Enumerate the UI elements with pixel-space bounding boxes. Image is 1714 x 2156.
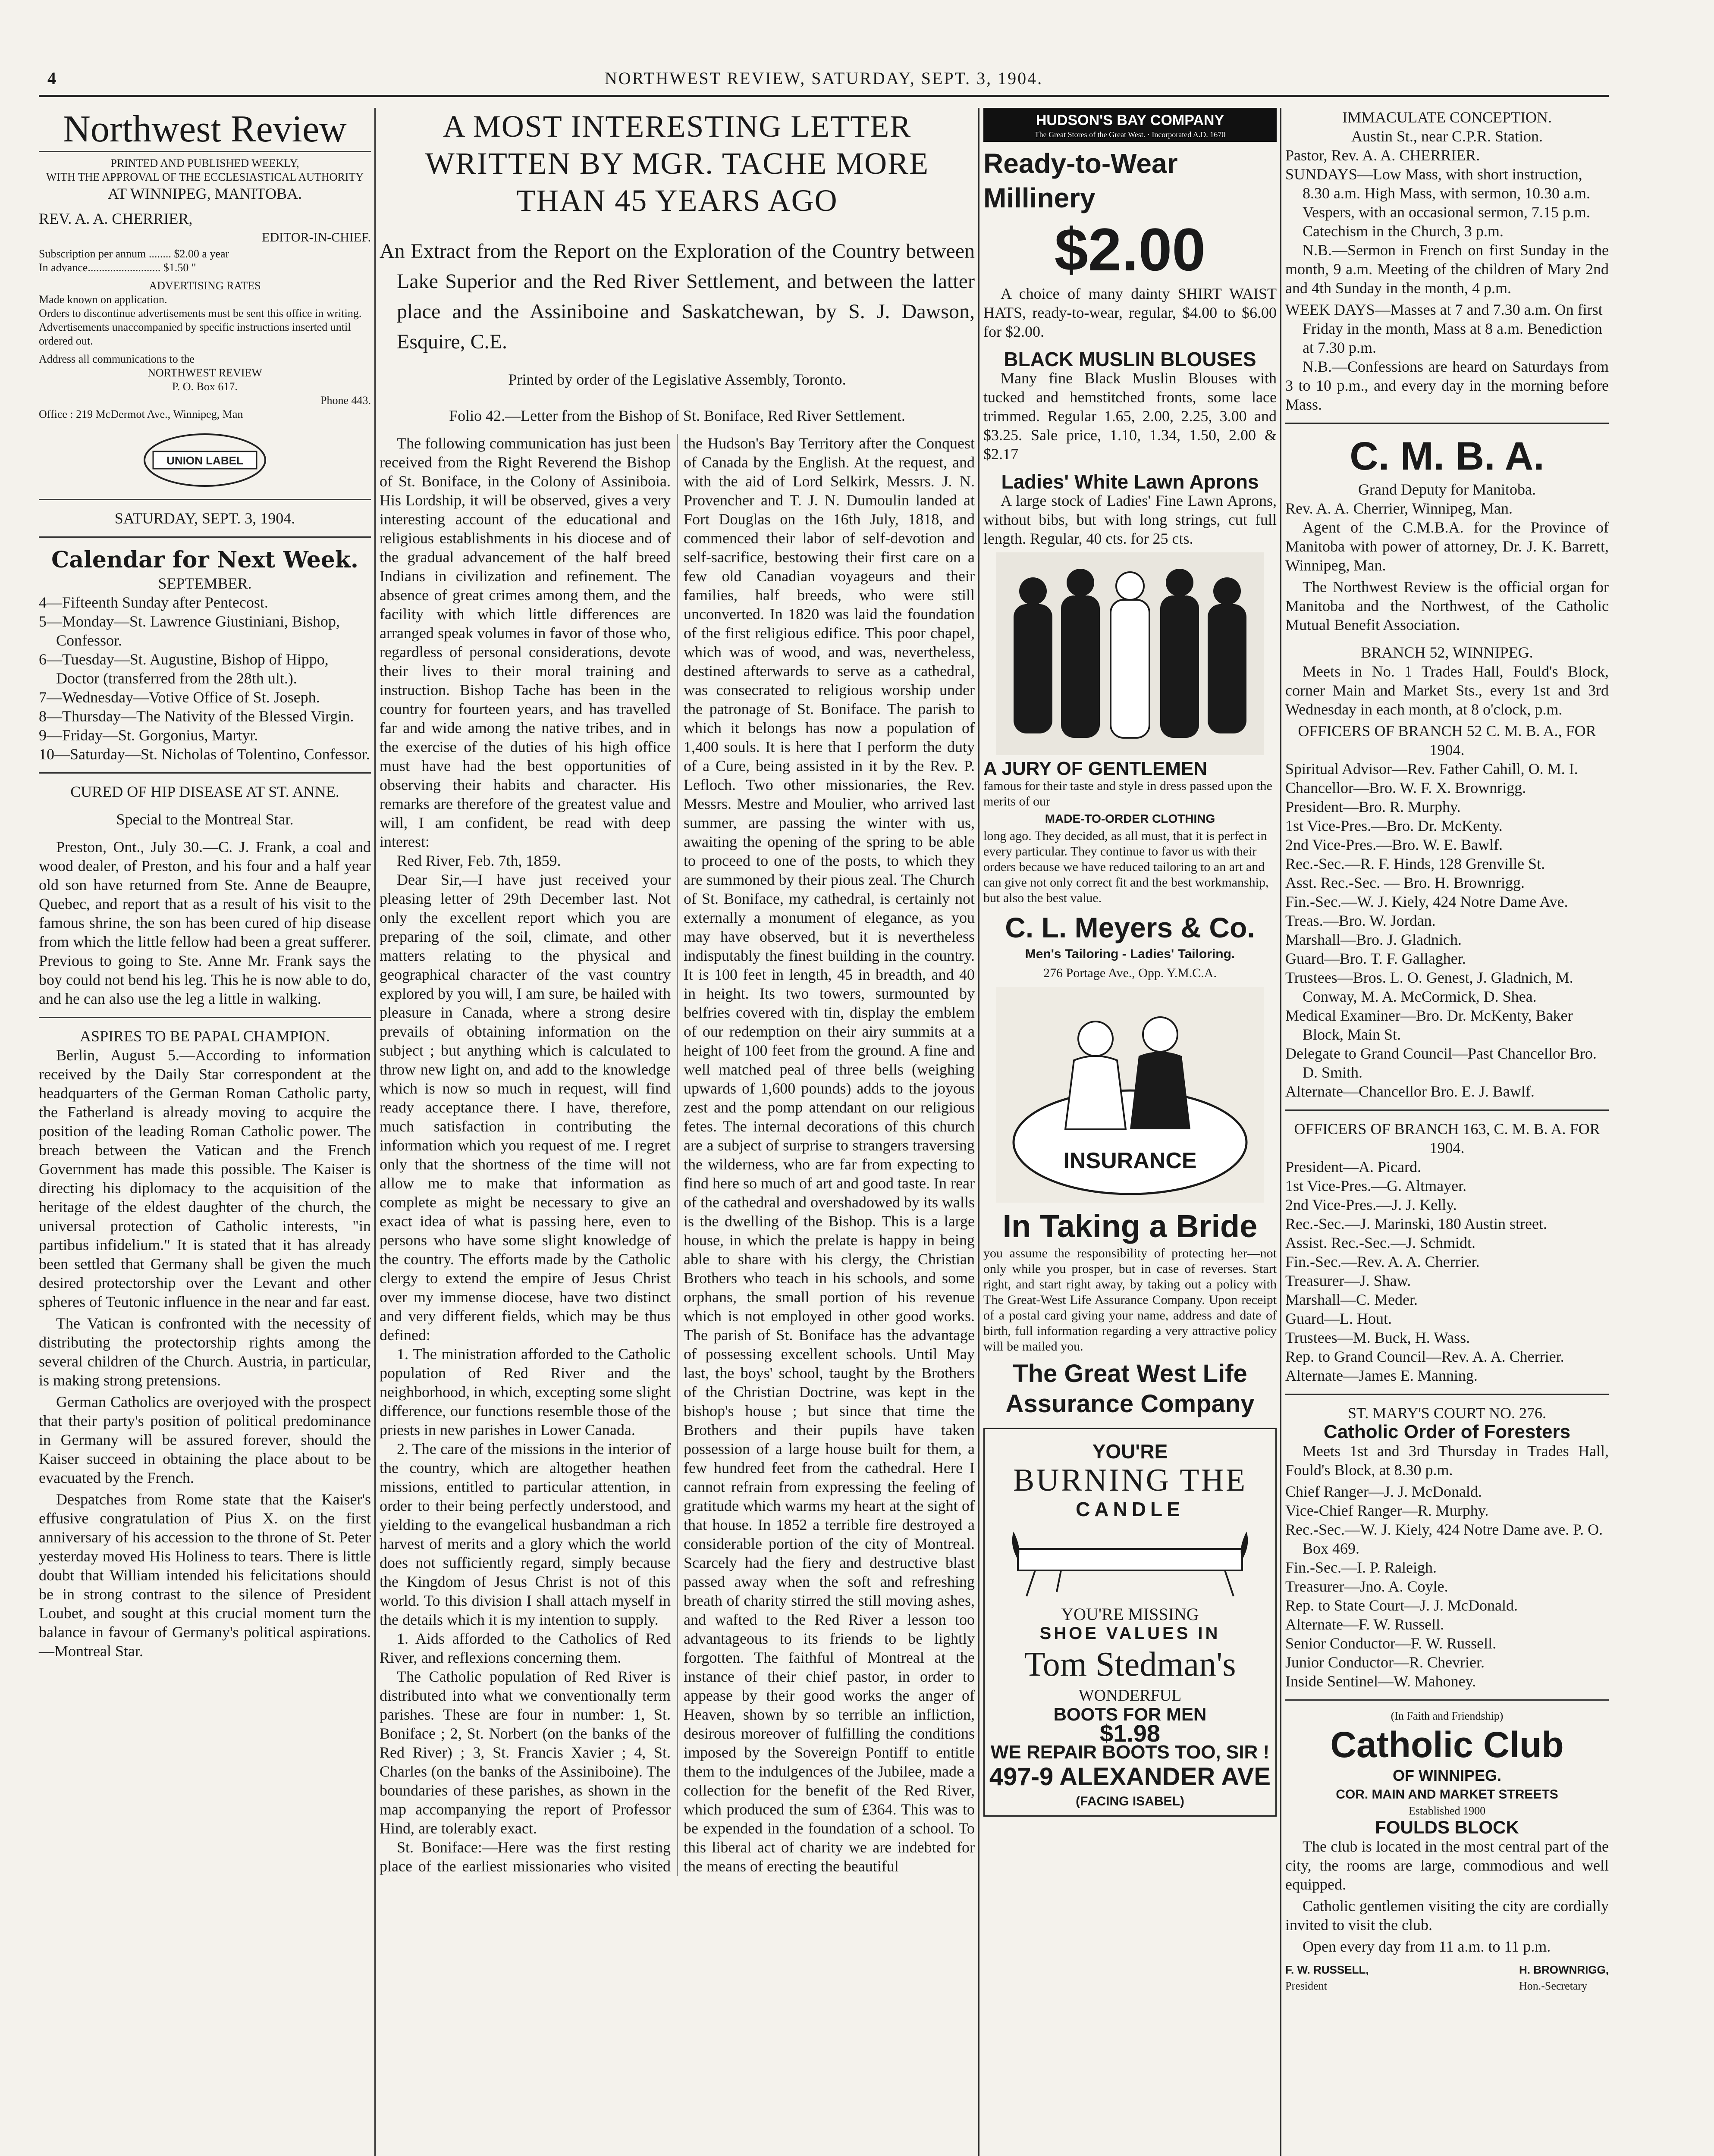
- calendar-item: 8—Thursday—The Nativity of the Blessed Virgin.: [39, 708, 354, 725]
- column-4: [1285, 108, 1609, 2156]
- hbc-desc: A choice of many dainty SHIRT WAIST HATS, ready-to-wear, regular, $4.00 to $6.00 for $2.00.: [983, 285, 1277, 340]
- officer-item: Delegate to Grand Council—Past Chancellor Bro. D. Smith.: [1285, 1045, 1597, 1081]
- stedman-wonderful: WONDERFUL: [1078, 1686, 1182, 1705]
- foresters-officers-list: [1285, 1482, 1609, 1691]
- running-title: NORTHWEST REVIEW, SATURDAY, SEPT. 3, 1904.: [604, 69, 1043, 88]
- officer-item: Fin.-Sec.—Rev. A. A. Cherrier.: [1285, 1253, 1480, 1270]
- meyers-addr: 276 Portage Ave., Opp. Y.M.C.A.: [1043, 966, 1217, 980]
- papal-p4: Despatches from Rome state that the Kaiser's effusive congratulation of Pius X. on the first anniversary of his accession to the throne of St. Peter yesterday moved His Holiness to tears. There is little doubt that William intended his felicitations should be in strong contrast to the silence of President Loubet, and sought at this crucial moment turn the balance in favour of Germany's political aspirations. —Montreal Star.: [39, 1491, 371, 1660]
- hbc-millinery-head: Ready-to-Wear Millinery: [983, 148, 1178, 213]
- b52-meets: Meets in No. 1 Trades Hall, Fould's Block, corner Main and Market Sts., every 1st and 3rd Wednesday in each month, at 8 o'clock, p.m.: [1285, 663, 1609, 718]
- cmba-agent: Agent of the C.M.B.A. for the Province of Manitoba with power of attorney, Dr. J. K. Barrett, Winnipeg, Man.: [1285, 519, 1609, 574]
- officer-item: Spiritual Advisor—Rev. Father Cahill, O. M. I.: [1285, 760, 1578, 777]
- officer-item: Chief Ranger—J. J. McDonald.: [1285, 1483, 1482, 1500]
- cmba-deputy-name: Rev. A. A. Cherrier, Winnipeg, Man.: [1285, 500, 1513, 517]
- church-addr: Austin St., near C.P.R. Station.: [1351, 128, 1543, 145]
- foresters-court: ST. MARY'S COURT NO. 276.: [1347, 1404, 1547, 1422]
- union-label-text: UNION LABEL: [166, 454, 243, 467]
- hbc-logo: HUDSON'S BAY COMPANY The Great Stores of the Great West. · Incorporated A.D. 1670: [983, 108, 1277, 142]
- calendar-list: [39, 593, 371, 764]
- officer-item: Fin.-Sec.—I. P. Raleigh.: [1285, 1559, 1437, 1576]
- stedman-ad: [983, 1428, 1277, 1817]
- officer-item: 2nd Vice-Pres.—J. J. Kelly.: [1285, 1196, 1457, 1213]
- advance-line: In advance.......................... $1.50 ": [39, 261, 196, 274]
- gwl-name2: Assurance Company: [1005, 1390, 1255, 1418]
- club-president-title: President: [1285, 1980, 1327, 1992]
- column-rule: [978, 108, 979, 2156]
- officer-item: Senior Conductor—F. W. Russell.: [1285, 1635, 1497, 1652]
- papal-p2: The Vatican is confronted with the necessity of distributing the protectorship rights among the several children of the Church. Austria, in particular, is making strong pretensions.: [39, 1315, 371, 1389]
- tache-paragraph: The following communication has just been received from the Right Reverend the Bishop of St. Boniface, in the Colony of Assiniboia. His Lordship, it will be observed, gives a very interesting account of the educational and religious establishments in his diocese and of the gradual advancement of the half breed Indians in civilization and refinement. The absence of great crimes among them, and the facility with which little differences are arranged speak volumes in favor of those who, regardless of personal considerations, devote their lives to their moral training and instruction. Bishop Tache has been in the country for fourteen years, and has travelled far and wide among the native tribes, and in the exercise of the duties of his high office must have had the best opportunities of observing their habits and character. His remarks are therefore of the greatest value and will, I am confident, be read with deep interest:: [380, 435, 671, 850]
- calendar-item: 5—Monday—St. Lawrence Giustiniani, Bishop, Confessor.: [39, 613, 340, 649]
- church-nb2: N.B.—Confessions are heard on Saturdays from 3 to 10 p.m., and every day in the morning before Mass.: [1285, 358, 1609, 413]
- cmba-title: C. M. B. A.: [1350, 434, 1544, 478]
- calendar-title: Calendar for Next Week.: [51, 547, 359, 573]
- cmba-organ: The Northwest Review is the official organ for Manitoba and the Northwest, of the Catholic Mutual Benefit Association.: [1285, 578, 1609, 633]
- address-5: Office : 219 McDermot Ave., Winnipeg, Man: [39, 408, 243, 420]
- officer-item: 1st Vice-Pres.—G. Altmayer.: [1285, 1177, 1467, 1194]
- address-1: Address all communications to the: [39, 353, 195, 365]
- stedman-shoe: SHOE VALUES IN: [1039, 1624, 1221, 1643]
- stedman-repair: WE REPAIR BOOTS TOO, SIR !: [990, 1742, 1270, 1763]
- calendar-item: 10—Saturday—St. Nicholas of Tolentino, Confessor.: [39, 746, 370, 763]
- officer-item: Vice-Chief Ranger—R. Murphy.: [1285, 1502, 1489, 1519]
- stedman-missing: YOU'RE MISSING: [1061, 1604, 1199, 1624]
- address-3: P. O. Box 617.: [172, 380, 238, 393]
- stedman-candle: CANDLE: [1076, 1498, 1184, 1520]
- rates-2: Orders to discontinue advertisements must be sent this office in writing.: [39, 307, 362, 320]
- newspaper-page: [39, 65, 1609, 2156]
- officer-item: Trustees—M. Buck, H. Wass.: [1285, 1329, 1470, 1346]
- club-block: FOULDS BLOCK: [1375, 1817, 1519, 1837]
- page-number: 4: [47, 69, 56, 88]
- tache-paragraph: 1. The ministration afforded to the Catholic population of Red River and the neighborhood, in which, excepting some slight difference, our functions resemble those of the priests in new parishes in Lower Canada.: [380, 1345, 671, 1438]
- church-week: WEEK DAYS—Masses at 7 and 7.30 a.m. On first Friday in the month, Mass at 8 a.m. Benediction at 7.30 p.m.: [1285, 301, 1603, 356]
- gwl-head: In Taking a Bride: [1002, 1208, 1258, 1244]
- officer-item: Rep. to Grand Council—Rev. A. A. Cherrier.: [1285, 1348, 1564, 1365]
- church-title: IMMACULATE CONCEPTION.: [1342, 109, 1552, 126]
- gentlemen-illustration: [996, 552, 1264, 755]
- blouse-desc: Many fine Black Muslin Blouses with tucked and hemstitched fronts, some lace trimmed. Regular 1.65, 2.00, 2.25, 3.00 and $3.25. Sale price, 1.10, 1.34, 1.50, 2.00 & $2.17: [983, 370, 1277, 463]
- tache-paragraph: Dear Sir,—I have just received your pleasing letter of 29th December last. Not only the excellent report which you are preparing of the soil, climate, and other matters relating to the physical and geographical character of the vast country explored by you will, I am sure, be hailed with pleasure in Canada, where a strong desire prevails of obtaining information on the subject ; but anything which is calculated to throw new light on, and add to the knowledge which is now so much in request, will find ready acceptance there. I have, therefore, much satisfaction in contributing the information which you request of me. I regret only that the shortness of the time will not allow me to make that information as complete as might be necessary to give an exact idea of what is passing here, even to persons who have some slight knowledge of the country. The efforts made by the Catholic clergy to extend the empire of Jesus Christ over my immense diocese, have two distinct and very different fields, which may be thus defined:: [380, 871, 671, 1344]
- hip-title: CURED OF HIP DISEASE AT ST. ANNE.: [70, 783, 339, 800]
- b163-officers-list: [1285, 1157, 1609, 1385]
- gwl-name1: The Great West Life: [1013, 1360, 1247, 1388]
- editor-name: REV. A. A. CHERRIER,: [39, 210, 193, 227]
- stedman-addr: 497-9 ALEXANDER AVE: [989, 1763, 1271, 1791]
- club-president: F. W. RUSSELL,: [1285, 1963, 1369, 1976]
- calendar-item: 7—Wednesday—Votive Office of St. Joseph.: [39, 689, 320, 706]
- officer-item: Alternate—F. W. Russell.: [1285, 1616, 1444, 1633]
- hip-body: Preston, Ont., July 30.—C. J. Frank, a coal and wood dealer, of Preston, and his four and a half year old son have returned from Ste. Anne de Beaupre, Quebec, and report that as a result of his visit to the famous shrine, the son has been cured of hip disease from which the little fellow had been a great sufferer. Previous to going to Ste. Anne Mr. Frank says the boy could not bend his leg. This he is now able to do, and he can also use the leg a little in walking.: [39, 838, 371, 1007]
- calendar-item: 6—Tuesday—St. Augustine, Bishop of Hippo, Doctor (transferred from the 28th ult.).: [39, 651, 329, 687]
- foresters-meets: Meets 1st and 3rd Thursday in Trades Hall, Fould's Block, at 8.30 p.m.: [1285, 1442, 1609, 1479]
- address-4: Phone 443.: [320, 394, 371, 407]
- officer-item: Guard—L. Hout.: [1285, 1310, 1392, 1327]
- column-2: [380, 108, 975, 2156]
- officer-item: Alternate—James E. Manning.: [1285, 1367, 1478, 1384]
- officer-item: Marshall—Bro. J. Gladnich.: [1285, 931, 1462, 948]
- rates-title: ADVERTISING RATES: [149, 279, 261, 292]
- meyers-tag: Men's Tailoring - Ladies' Tailoring.: [1025, 947, 1235, 961]
- club-faith: (In Faith and Friendship): [1391, 1710, 1504, 1722]
- church-sundays: SUNDAYS—Low Mass, with short instruction, 8.30 a.m. High Mass, with sermon, 10.30 a.m. Vespers, with an occasional sermon, 7.15 p.m. Catechism in the Church, 3 p.m.: [1285, 166, 1590, 240]
- running-header: [39, 65, 1609, 97]
- tache-intro: An Extract from the Report on the Exploration of the Country between Lake Superior and the Red River Settlement, and between the latter place and the Assiniboine and Saskatchewan, by S. J. Dawson, Esquire, C.E.: [380, 240, 975, 353]
- church-nb1: N.B.—Sermon in French on first Sunday in the month, 9 a.m. Meeting of the children of Mary 2nd and 4th Sunday in the month, 4 p.m.: [1285, 241, 1609, 297]
- officer-item: Guard—Bro. T. F. Gallagher.: [1285, 950, 1466, 967]
- officer-item: Chancellor—Bro. W. F. X. Brownrigg.: [1285, 779, 1526, 796]
- officer-item: Junior Conductor—R. Chevrier.: [1285, 1654, 1485, 1671]
- officer-item: Rep. to State Court—J. J. McDonald.: [1285, 1597, 1518, 1614]
- tache-headline: A MOST INTERESTING LETTER WRITTEN BY MGR. TACHE MORE THAN 45 YEARS AGO: [425, 109, 929, 218]
- foresters-order: Catholic Order of Foresters: [1323, 1421, 1571, 1442]
- candle-illustration: [1009, 1519, 1251, 1601]
- tache-printed: Printed by order of the Legislative Assembly, Toronto.: [508, 371, 846, 388]
- club-cor: COR. MAIN AND MARKET STREETS: [1336, 1787, 1558, 1802]
- hip-source: Special to the Montreal Star.: [116, 811, 294, 828]
- column-3: [983, 108, 1277, 2156]
- editor-title: EDITOR-IN-CHIEF.: [262, 230, 371, 244]
- officer-item: Fin.-Sec.—W. J. Kiely, 424 Notre Dame Ave.: [1285, 893, 1568, 910]
- b52-officers-list: [1285, 759, 1609, 1101]
- officer-item: Asst. Rec.-Sec. — Bro. H. Brownrigg.: [1285, 874, 1525, 891]
- meyers-text1: famous for their taste and style in dress passed upon the merits of our: [983, 779, 1272, 808]
- cmba-deputy: Grand Deputy for Manitoba.: [1358, 481, 1536, 498]
- tache-paragraph: St. Boniface:—Here was the first resting place of the earliest missionaries who visited the Hudson's Bay Territory after the Conquest of Canada by the English. At the request, and with the aid of Lord Selkirk, Messrs. J. N. Provencher and T. J. N. Dumoulin landed at Fort Douglas on the 16th July, 1818, and commenced their labor of self-devotion and self-sacrifice, bestowing their first care on a few old Canadian voyageurs and their families, half breeds, who were still unconverted. In 1820 was laid the foundation of the first religious edifice. This poor chapel, which was of wood, and was, nevertheless, destined afterwards to serve as a cathedral, was consecrated to religious worship under the patronage of St. Boniface. The parish to which it belongs has now a population of 1,400 souls. It is here that I perform the duty of a Cure, being assisted in it by the Rev. P. Lefloch. Two other missionaries, the Rev. Messrs. Mestre and Moulier, who arrived last summer, are passing the winter with us, awaiting the opening of the spring to be able to proceed to one of the posts, to which they are summoned by their pious zeal. The Church of St. Boniface, my cathedral, is certainly not externally a monument of elegance, as you may have observed, but it is nevertheless indisputably the finest building in the country. It is 100 feet in length, 45 in breadth, and 40 in height. Its two towers, surmounted by belfries covered with tin, display the emblem of our redemption on their airy summits at a height of 100 feet from the ground. A fine and well matched peal of three bells (weighing upwards of 1,600 pounds) adds to the joyous zest and the pomp attendant on our religious fetes. The internal decorations of this church are a subject of surprise to strangers traversing the wilderness, who are far from expecting to find here so much of art and good taste. In rear of the cathedral and overshadowed by its walls is the dwelling of the Bishop. This is a large house, in which the prelate is happy in being able to share with his clergy, the Christian Brothers who teach in his schools, and some orphans, the small portion of his revenue which is not employed in other good works. The parish of St. Boniface has the advantage of possessing excellent schools. Until May last, the boys' school, taught by the Brothers of the Christian Doctrine, was kept in the bishop's house ; but since that time the Brothers and their pupils have taken possession of a large house built for them, a few hundred feet from the cathedral. Here I cannot refrain from expressing the feeling of gratitude which warms my heart at the sight of that house. In 1852 a terrible fire destroyed a considerable portion of the city of Montreal. Scarcely had the fiery and destructive blast passed away when the soft and refreshing breath of charity stirred the still moving ashes, and wafted to the Red River a lesson too advantageous to its friends to be lightly forgotten. The faithful of Montreal at the instance of their chief pastor, in order to appease by their good works the anger of Heaven, shown by so terrible an infliction, desirous moreover of fulfilling the conditions imposed by the Sovereign Pontiff to entitle them to the indulgences of the Jubilee, made a collection for the benefit of the Red River, which produced the sum of £364. This was to be expended in the foundation of a school. To this liberal act of charity we are indebted for the means of erecting the beautiful: [380, 435, 975, 1875]
- stedman-boots: BOOTS FOR MEN: [1053, 1704, 1207, 1724]
- papal-p1: Berlin, August 5.—According to information received by the Daily Star correspondent at the headquarters of the German Roman Catholic party, the Fatherland is already moving to acquire the position of the leading Roman Catholic power. The breach between the Vatican and the French Government has made this possible. The Kaiser is directing his diplomacy to the acquisition of the heritage of the eldest daughter of the church, the universal protection of Catholic interests, "in partibus infidelium." It is stated that it has already been settled that Germany shall be given the much desired protectorship over the Levant and other spheres of Teutonic influence in the near and far east.: [39, 1047, 371, 1310]
- tache-paragraph: The Catholic population of Red River is distributed into what we conventionally term parishes. These are four in number: 1, St. Boniface ; 2, St. Norbert (on the banks of the Red River) ; 3, St. Francis Xavier ; 4, St. Charles (on the banks of the Assiniboine). The boundaries of these parishes, as shown in the map accompanying the report of Professor Hind, are tolerably exact.: [380, 1668, 671, 1837]
- stedman-name: Tom Stedman's: [1024, 1645, 1236, 1683]
- officer-item: Rec.-Sec.—J. Marinski, 180 Austin street.: [1285, 1215, 1547, 1232]
- b52-officers-title: OFFICERS OF BRANCH 52 C. M. B. A., FOR 1904.: [1298, 722, 1596, 758]
- officer-item: President—Bro. R. Murphy.: [1285, 798, 1461, 815]
- club-p2: Catholic gentlemen visiting the city are cordially invited to visit the club.: [1285, 1897, 1609, 1934]
- tache-paragraph: 2. The care of the missions in the interior of the country, which are altogether heathen missions, entitled to particular attention, in order to their being perfectly understood, and yielding to the evangelical husbandman a rich harvest of merits and a glory which the world does not sufficiently regard, simply because the Kingdom of Jesus Christ is not of this world. To this division I shall attach myself in the details which it is my intention to supply.: [380, 1440, 671, 1628]
- stedman-youre: YOU'RE: [1092, 1440, 1168, 1463]
- church-pastor: Pastor, Rev. A. A. CHERRIER.: [1285, 147, 1480, 164]
- masthead-line3: AT WINNIPEG, MANITOBA.: [108, 185, 302, 202]
- officer-item: Treasurer—Jno. A. Coyle.: [1285, 1578, 1448, 1595]
- blouse-head: BLACK MUSLIN BLOUSES: [1004, 348, 1256, 370]
- meyers-jury: A JURY OF GENTLEMEN: [983, 758, 1208, 779]
- union-label-logo: [140, 430, 270, 490]
- issue-date: SATURDAY, SEPT. 3, 1904.: [114, 510, 295, 527]
- calendar-item: 4—Fifteenth Sunday after Pentecost.: [39, 594, 268, 611]
- apron-desc: A large stock of Ladies' Fine Lawn Aprons, without bibs, but with long strings, cut full length. Regular, 40 cts. for 25 cts.: [983, 492, 1277, 547]
- rates-3: Advertisements unaccompanied by specific instructions inserted until ordered out.: [39, 321, 351, 347]
- officer-item: President—A. Picard.: [1285, 1158, 1421, 1175]
- gwl-body: you assume the responsibility of protecting her—not only while you prosper, but in case of reverses. Start right, and start right away, by taking out a policy with The Great-West Life Assurance Company. Upon receipt of a postal card giving your name, address and date of birth, full information regarding a very attractive policy will be mailed you.: [983, 1246, 1277, 1354]
- masthead-line1: PRINTED AND PUBLISHED WEEKLY,: [110, 157, 299, 169]
- tache-paragraph: 1. Aids afforded to the Catholics of Red River, and reflexions concerning them.: [380, 1630, 671, 1666]
- insurance-illustration: [996, 987, 1264, 1203]
- rates-1: Made known on application.: [39, 293, 167, 306]
- b52-title: BRANCH 52, WINNIPEG.: [1361, 644, 1533, 661]
- officer-item: Rec.-Sec.—R. F. Hinds, 128 Grenville St.: [1285, 855, 1545, 872]
- calendar-item: 9—Friday—St. Gorgonius, Martyr.: [39, 727, 258, 744]
- officer-item: Inside Sentinel—W. Mahoney.: [1285, 1673, 1476, 1690]
- stedman-price: $1.98: [1099, 1720, 1161, 1747]
- hbc-price: $2.00: [1054, 216, 1206, 283]
- officer-item: Treasurer—J. Shaw.: [1285, 1272, 1411, 1289]
- officer-item: 2nd Vice-Pres.—Bro. W. E. Bawlf.: [1285, 836, 1503, 853]
- column-1: [39, 108, 371, 2156]
- calendar-month: SEPTEMBER.: [158, 575, 252, 592]
- stedman-burning: BURNING THE: [1013, 1463, 1247, 1498]
- club-name: Catholic Club: [1330, 1724, 1564, 1765]
- officer-item: Trustees—Bros. L. O. Genest, J. Gladnich, M. Conway, M. A. McCormick, D. Shea.: [1285, 969, 1573, 1005]
- officer-item: Marshall—C. Meder.: [1285, 1291, 1418, 1308]
- apron-head: Ladies' White Lawn Aprons: [1001, 470, 1259, 493]
- club-secretary-title: Hon.-Secretary: [1519, 1980, 1588, 1992]
- club-officers: [1285, 1960, 1609, 1993]
- masthead-title: Northwest Review: [39, 108, 371, 152]
- club-p3: Open every day from 11 a.m. to 11 p.m.: [1303, 1938, 1551, 1955]
- club-of: OF WINNIPEG.: [1393, 1767, 1501, 1784]
- masthead-line2: WITH THE APPROVAL OF THE ECCLESIASTICAL AUTHORITY: [46, 171, 364, 183]
- officer-item: 1st Vice-Pres.—Bro. Dr. McKenty.: [1285, 817, 1503, 834]
- club-est: Established 1900: [1408, 1805, 1486, 1817]
- meyers-name: C. L. Meyers & Co.: [1005, 912, 1255, 943]
- insurance-text: INSURANCE: [1063, 1148, 1197, 1173]
- club-secretary: H. BROWNRIGG,: [1519, 1963, 1609, 1976]
- meyers-text2: long ago. They decided, as all must, that it is perfect in every particular. They continue to favor us with their orders because we have reduced tailoring to an art and can give not only correct fit and the best workmanship, but also the best value.: [983, 829, 1269, 905]
- address-2: NORTHWEST REVIEW: [148, 367, 262, 379]
- club-p1: The club is located in the most central part of the city, the rooms are large, commodious and well equipped.: [1285, 1838, 1609, 1893]
- officer-item: Treas.—Bro. W. Jordan.: [1285, 912, 1436, 929]
- papal-title: ASPIRES TO BE PAPAL CHAMPION.: [80, 1028, 330, 1045]
- papal-p3: German Catholics are overjoyed with the prospect that their party's position of political predominance in Germany will be assured forever, should the Kaiser succeed in obtaining the place about to be evacuated by the French.: [39, 1393, 371, 1486]
- tache-folio: Folio 42.—Letter from the Bishop of St. Boniface, Red River Settlement.: [449, 407, 905, 424]
- column-rule: [1280, 108, 1281, 2156]
- stedman-facing: (FACING ISABEL): [1076, 1794, 1184, 1808]
- subscription-line: Subscription per annum ........ $2.00 a year: [39, 248, 229, 260]
- b163-title: OFFICERS OF BRANCH 163, C. M. B. A. FOR 1904.: [1294, 1120, 1600, 1156]
- officer-item: Alternate—Chancellor Bro. E. J. Bawlf.: [1285, 1083, 1535, 1100]
- tache-paragraph: Red River, Feb. 7th, 1859.: [397, 852, 561, 869]
- meyers-made: MADE-TO-ORDER CLOTHING: [1045, 812, 1215, 825]
- officer-item: Assist. Rec.-Sec.—J. Schmidt.: [1285, 1234, 1475, 1251]
- officer-item: Rec.-Sec.—W. J. Kiely, 424 Notre Dame ave. P. O. Box 469.: [1285, 1521, 1603, 1557]
- tache-body: [380, 434, 975, 1876]
- officer-item: Medical Examiner—Bro. Dr. McKenty, Baker Block, Main St.: [1285, 1007, 1573, 1043]
- column-rule: [374, 108, 376, 2156]
